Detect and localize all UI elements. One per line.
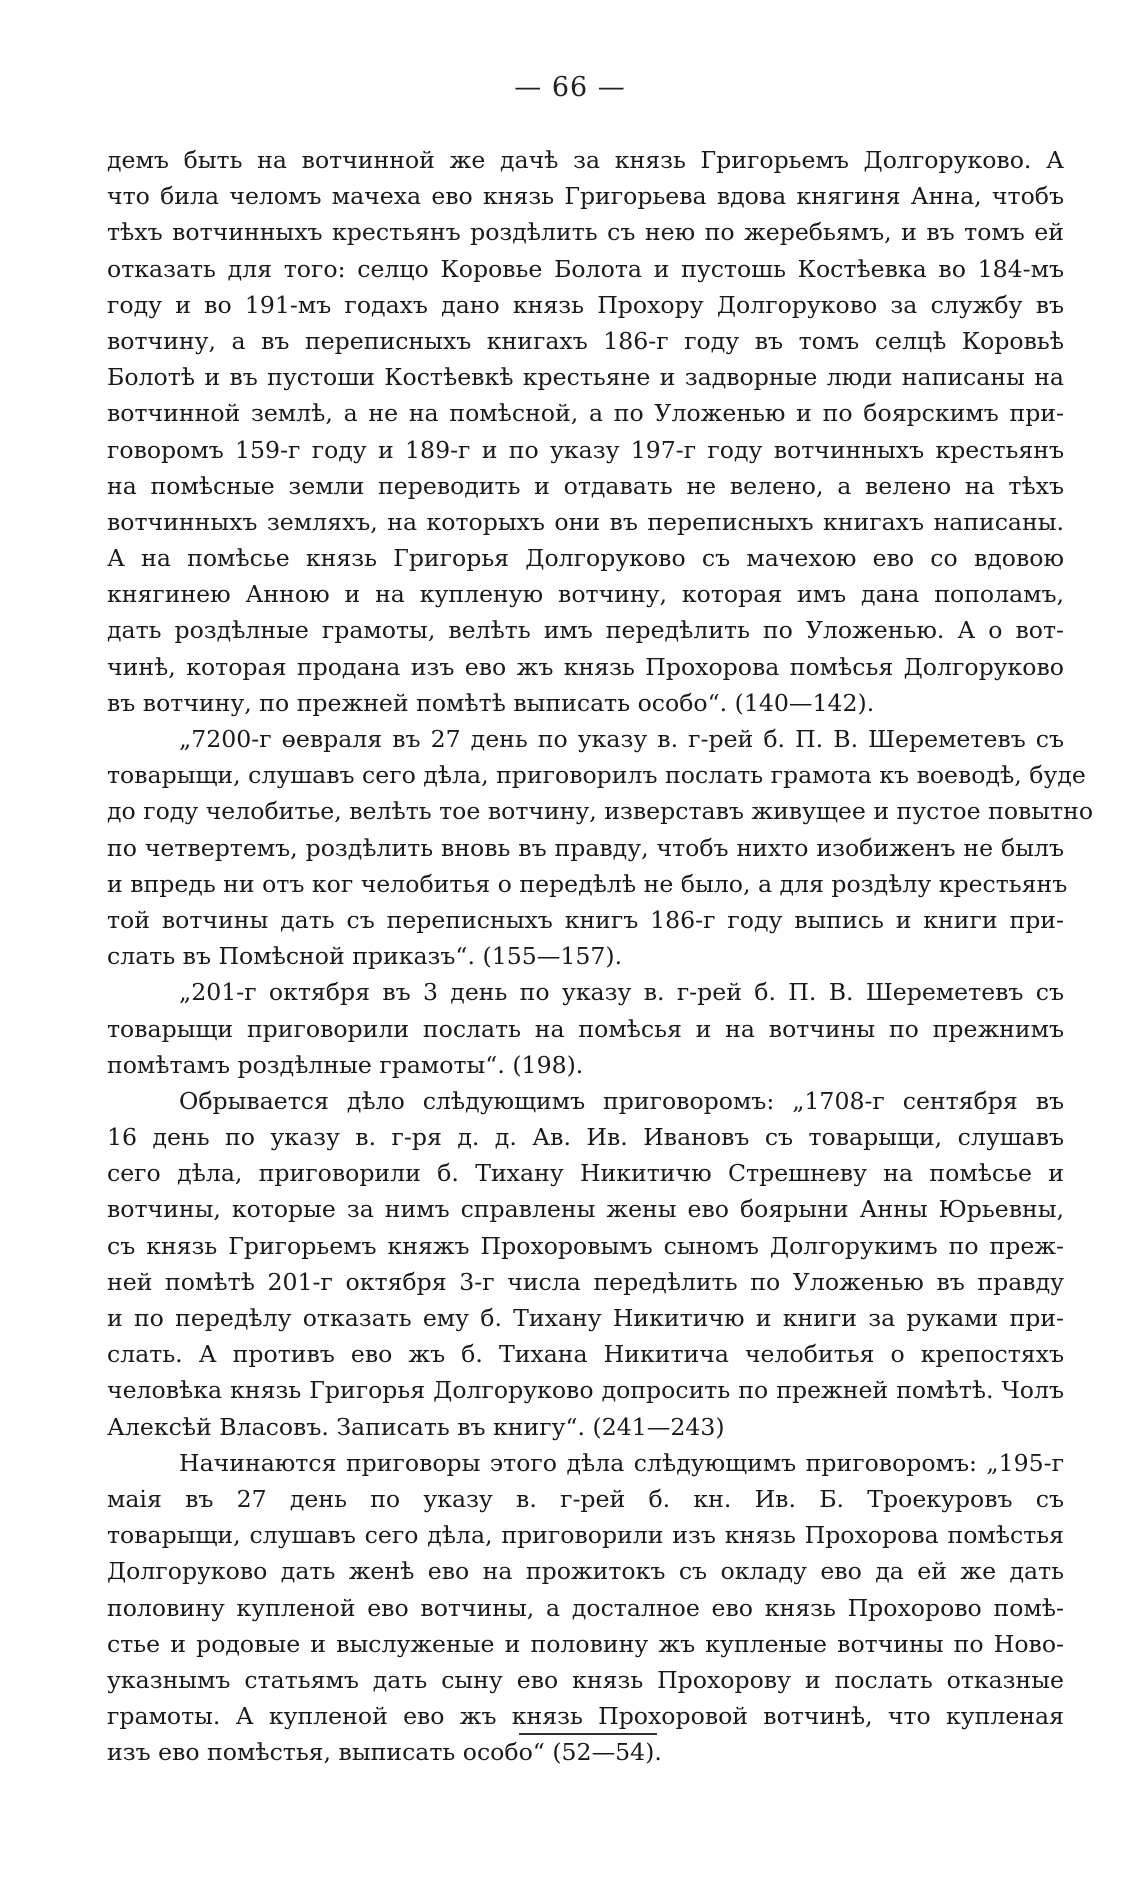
text-line: по четвертемъ, роздѣлить вновь въ правду, чтобъ нихто изобиженъ не былъ: [107, 833, 1064, 862]
text-line: маія въ 27 день по указу в. г-рей б. кн. Ив. Б. Троекуровъ съ: [107, 1484, 1064, 1513]
text-line: дать роздѣлные грамоты, велѣть имъ передѣлить по Уложенью. А о вот-: [107, 616, 1064, 645]
text-line: 16 день по указу в. г-ря д. д. Ав. Ив. Ивановъ съ товарыщи, слушавъ: [107, 1123, 1064, 1152]
text-line: слать. А противъ ево жъ б. Тихана Никитича челобитья о крепостяхъ: [107, 1340, 1064, 1369]
text-line: товарыщи приговорили послать на помѣсья и на вотчины по прежнимъ: [107, 1014, 1064, 1043]
text-line: вотчинныхъ земляхъ, на которыхъ они въ переписныхъ книгахъ написаны.: [107, 507, 1064, 536]
text-line: съ князь Григорьемъ княжъ Прохоровымъ сыномъ Долгорукимъ по преж-: [107, 1231, 1064, 1260]
text-line: Алексѣй Власовъ. Записать въ книгу“. (241—243): [107, 1412, 725, 1441]
text-line: человѣка князь Григорья Долгоруково допросить по прежней помѣтѣ. Чолъ: [107, 1376, 1064, 1405]
text-line: стье и родовые и выслуженые и половину жъ купленые вотчины по Ново-: [107, 1629, 1064, 1658]
text-line: Начинаются приговоры этого дѣла слѣдующимъ приговоромъ: „195-г: [179, 1448, 1064, 1477]
text-line: вотчины, которые за нимъ справлены жены ево боярыни Анны Юрьевны,: [107, 1195, 1064, 1224]
text-line: грамоты. А купленой ево жъ князь Прохоровой вотчинѣ, что купленая: [107, 1702, 1064, 1731]
text-line: половину купленой ево вотчины, а досталное ево князь Прохорово помѣ-: [107, 1593, 1064, 1622]
text-line: до году челобитье, велѣть тое вотчину, изверставъ живущее и пустое повытно: [107, 797, 1094, 826]
text-line: отказать для того: селцо Коровье Болота и пустошь Костѣевка во 184-мъ: [107, 254, 1064, 283]
text-line: указнымъ статьямъ дать сыну ево князь Прохорову и послать отказные: [107, 1665, 1064, 1694]
text-line: А на помѣсье князь Григорья Долгоруково съ мачехою ево со вдовою: [107, 544, 1064, 573]
text-line: и впредь ни отъ ког челобитья о передѣлѣ не было, а для роздѣлу крестьянъ: [107, 869, 1068, 898]
text-line: помѣтамъ роздѣлные грамоты“. (198).: [107, 1050, 584, 1079]
text-line: товарыщи, слушавъ сего дѣла, приговорили изъ князь Прохорова помѣстья: [107, 1521, 1064, 1550]
text-line: вотчину, а въ переписныхъ книгахъ 186-г году въ томъ селцѣ Коровьѣ: [107, 326, 1064, 355]
text-line: вотчинной землѣ, а не на помѣсной, а по Уложенью и по боярскимъ при-: [107, 399, 1064, 428]
text-line: княгинею Анною и на купленую вотчину, которая имъ дана пополамъ,: [107, 580, 1064, 609]
text-line: говоромъ 159-г году и 189-г и по указу 197-г году вотчинныхъ крестьянъ: [107, 435, 1064, 464]
text-line: „7200-г өевраля въ 27 день по указу в. г-рей б. П. В. Шереметевъ съ: [179, 725, 1064, 753]
text-line: ней помѣтѣ 201-г октября 3-г числа передѣлить по Уложенью въ правду: [107, 1267, 1064, 1296]
text-line: демъ быть на вотчинной же дачѣ за князь Григорьемъ Долгоруково. А: [107, 146, 1064, 174]
text-line: Долгоруково дать женѣ ево на прожитокъ съ окладу ево да ей же дать: [107, 1557, 1064, 1586]
text-line: Обрывается дѣло слѣдующимъ приговоромъ: „1708-г сентября въ: [179, 1086, 1064, 1115]
text-line: Болотѣ и въ пустоши Костѣевкѣ крестьяне и задворные люди написаны на: [107, 363, 1064, 392]
text-line: товарыщи, слушавъ сего дѣла, приговорилъ послать грамота къ воеводѣ, буде: [107, 761, 1086, 790]
text-line: сего дѣла, приговорили б. Тихану Никитичю Стрешневу на помѣсье и: [107, 1159, 1064, 1188]
text-line: что била челомъ мачеха ево князь Григорьева вдова княгиня Анна, чтобъ: [107, 182, 1064, 211]
text-line: чинѣ, которая продана изъ ево жъ князь Прохорова помѣсья Долгоруково: [107, 652, 1064, 681]
text-line: году и во 191-мъ годахъ дано князь Прохору Долгоруково за службу въ: [107, 290, 1064, 319]
text-line: и по передѣлу отказать ему б. Тихану Никитичю и книги за руками при-: [107, 1304, 1064, 1332]
text-line: въ вотчину, по прежней помѣтѣ выписать особо“. (140—142).: [107, 688, 875, 717]
text-line: тѣхъ вотчинныхъ крестьянъ роздѣлить съ нею по жеребьямъ, и въ томъ ей: [107, 218, 1064, 247]
page-number: — 66 —: [514, 72, 626, 103]
text-line: слать въ Помѣсной приказъ“. (155—157).: [107, 942, 623, 971]
text-line: „201-г октября въ 3 день по указу в. г-рей б. П. В. Шереметевъ съ: [179, 978, 1064, 1007]
end-rule: [519, 1733, 657, 1735]
text-line: той вотчины дать съ переписныхъ книгъ 186-г году выпись и книги при-: [107, 905, 1064, 934]
body-text: [107, 142, 1094, 1770]
text-line: на помѣсные земли переводить и отдавать не велено, а велено на тѣхъ: [107, 471, 1064, 500]
text-line: изъ ево помѣстья, выписать особо“ (52—54).: [107, 1738, 662, 1767]
